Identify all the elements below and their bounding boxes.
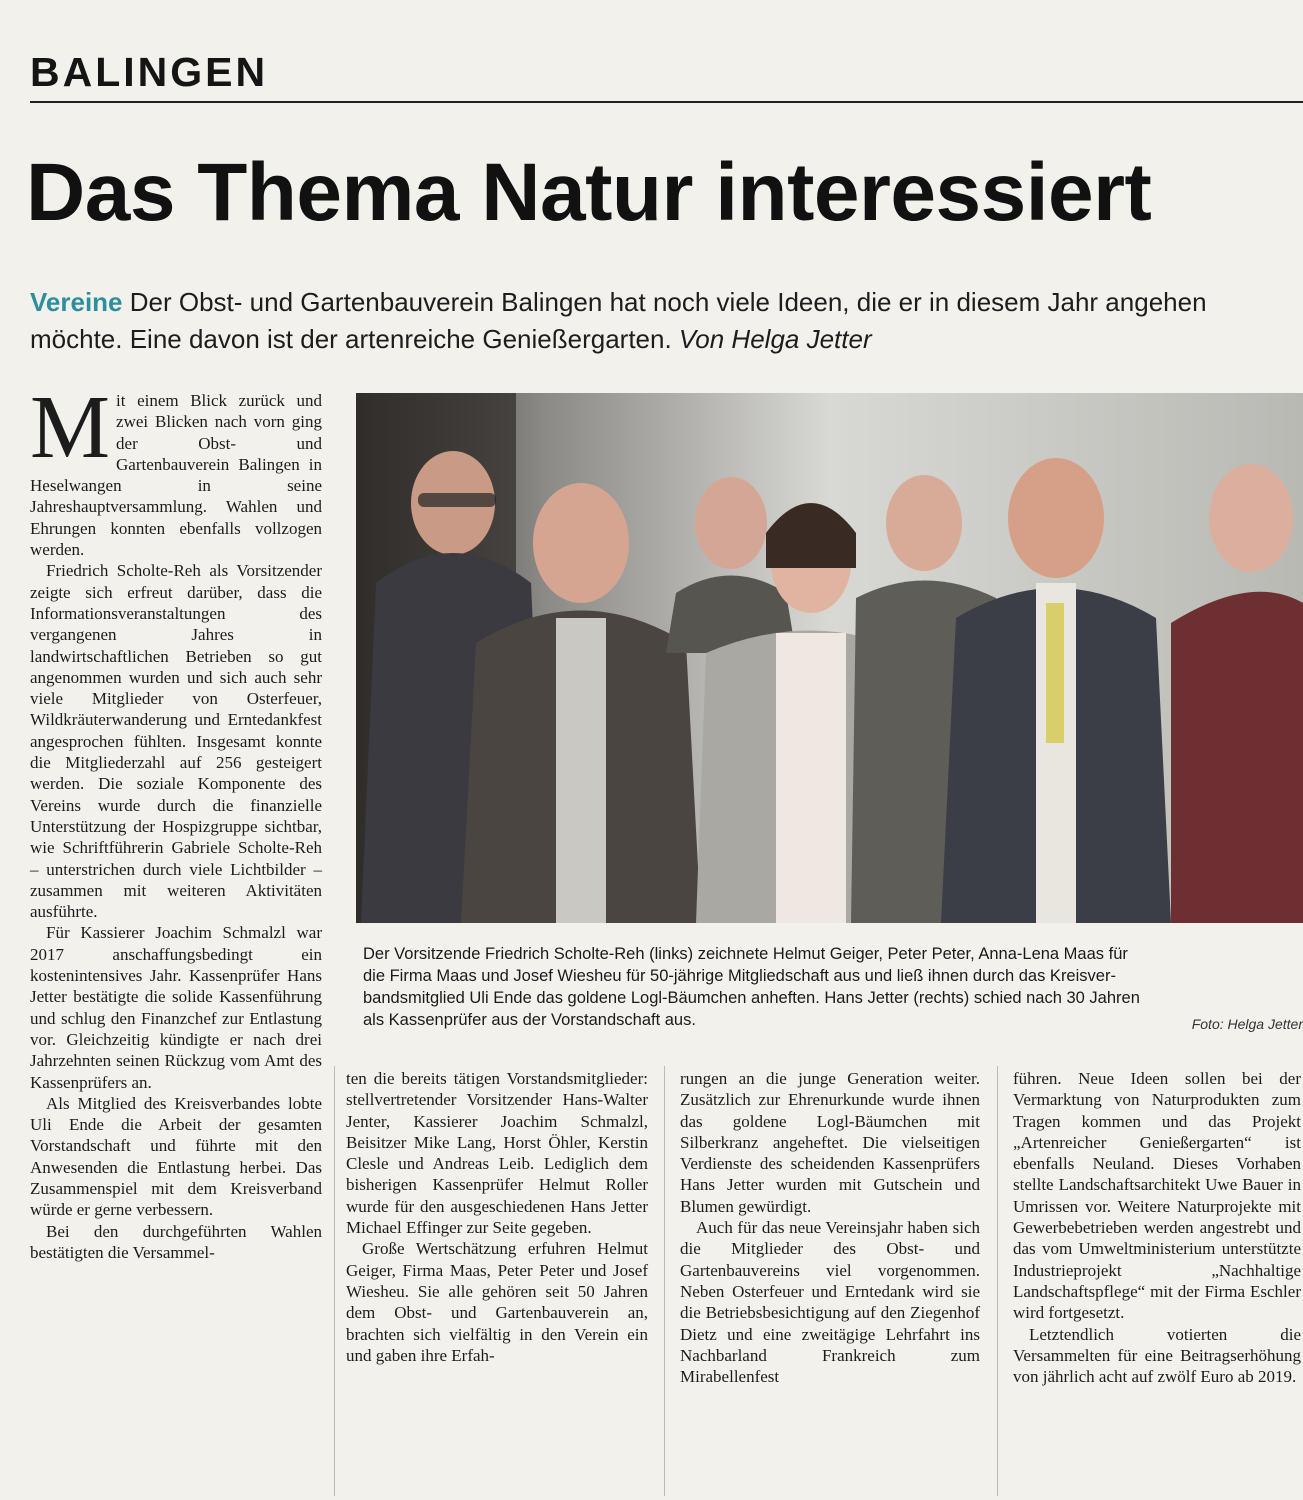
lead-paragraph [30, 284, 1300, 358]
drop-cap: M [30, 378, 111, 477]
section-label: BALINGEN [30, 49, 269, 95]
group-photo [356, 393, 1303, 923]
lead-author: Von Helga Jetter [671, 324, 872, 354]
photo-caption [363, 943, 1303, 1031]
paragraph: ten die bereits tätigen Vorstandsmitglieder: stellvertretender Vorsitzender Hans-Walter Jenter, Kassierer Joachim Schmalzl, Beisitzer Mike Lang, Horst Öhler, Kerstin Clesle und Andreas Leib. Lediglich dem bisherigen Kassenprüfer Helmut Roller wurde für den ausgeschiedenen Hans Jetter Michael Effinger zur Seite gegeben. [346, 1069, 648, 1238]
paragraph: führen. Neue Ideen sollen bei der Vermarktung von Naturprodukten zum Tragen kommen und das Projekt „Artenreicher Genießergarten“ ist ebenfalls Neuland. Dieses Vorhaben stellte Landschaftsarchitekt Uwe Bauer in Umrissen vor. Weitere Naturprojekte mit Gewerbebetrieben werden angestrebt und das vom Umweltministerium unterstützte Industrieprojekt „Nachhaltige Landschaftspflege“ mit der Firma Eschler wird fortgesetzt. [1013, 1069, 1301, 1323]
article-column-4 [1013, 1068, 1301, 1387]
paragraph: Bei den durchgeführten Wahlen bestätigten die Versammel- [30, 1221, 322, 1262]
paragraph: Letztendlich votierten die Versammelten für eine Beitragserhöhung von jährlich acht auf zwölf Euro ab 2019. [1013, 1324, 1301, 1387]
lead-kicker: Vereine [30, 287, 123, 317]
paragraph: rungen an die junge Generation weiter. Zusätzlich zur Ehrenurkunde wurde ihnen das goldene Logl-Bäumchen mit Silberkranz angeheftet. Die vielseitigen Verdienste des scheidenden Kassenprüfers Hans Jetter wurden mit Gutschein und Blumen gewürdigt. [680, 1069, 980, 1216]
column-divider [334, 1066, 335, 1496]
headline: Das Thema Natur interessiert [26, 147, 1152, 238]
paragraph: Friedrich Scholte-Reh als Vorsitzender zeigte sich erfreut darüber, dass die Informationsveranstaltungen des vergangenen Jahres in landwirtschaftlichen Betrieben so gut angenommen wurden und sich auch sehr viele Mitglieder von Osterfeuer, Wildkräuterwanderung und Erntedankfest angesprochen fühlten. Insgesamt konnte die Mitgliederzahl auf 256 gesteigert werden. Die soziale Komponente des Vereins wurde durch die finanzielle Unterstützung der Hospizgruppe sichtbar, wie Schriftführerin Gabriele Scholte-Reh – unterstrichen durch viele Lichtbilder – zusammen mit weiteren Aktivitäten ausführte. [30, 561, 322, 922]
article-column-1 [30, 378, 322, 1263]
paragraph: Auch für das neue Vereinsjahr haben sich die Mitglieder des Obst- und Gartenbauvereins viel vorgenommen. Neben Osterfeuer und Erntedank wird sie die Betriebsbesichtigung auf den Ziegenhof Dietz und eine zweitägige Lehrfahrt ins Nachbarland Frankreich zum Mirabellenfest [680, 1218, 980, 1387]
column-divider [997, 1066, 998, 1496]
caption-line: die Firma Maas und Josef Wiesheu für 50-jährige Mitgliedschaft aus und ließ ihnen durch das Kreisver- [363, 967, 1116, 985]
caption-line: als Kassenprüfer aus der Vorstandschaft aus. [363, 1011, 696, 1029]
column-divider [664, 1066, 665, 1496]
section-rule [30, 101, 1303, 103]
caption-line: Der Vorsitzende Friedrich Scholte-Reh (links) zeichnete Helmut Geiger, Peter Peter, Anna-Lena Maas für [363, 945, 1128, 963]
lead-text: Der Obst- und Gartenbauverein Balingen hat noch viele Ideen, die er in diesem Jahr angehen möchte. Eine davon ist der artenreiche Genießergarten. [30, 287, 1207, 354]
paragraph: Als Mitglied des Kreisverbandes lobte Uli Ende die Arbeit der gesamten Vorstandschaft und führte mit den Anwesenden die Entlastung herbei. Das Zusammenspiel mit dem Kreisverband würde er gerne verbessern. [30, 1093, 322, 1220]
paragraph: Für Kassierer Joachim Schmalzl war 2017 anschaffungsbedingt ein kostenintensives Jahr. Kassenprüfer Hans Jetter bestätigte die solide Kassenführung und schlug den Finanzchef zur Entlastung vor. Gleichzeitig kündigte er nach drei Jahrzehnten seinen Rückzug vom Amt des Kassenprüfers an. [30, 923, 322, 1092]
paragraph: Große Wertschätzung erfuhren Helmut Geiger, Firma Maas, Peter Peter und Josef Wiesheu. Sie alle gehören seit 50 Jahren dem Obst- und Gartenbauverein an, brachten sich vielfältig in den Verein ein und gaben ihre Erfah- [346, 1239, 648, 1365]
caption-line: bandsmitglied Uli Ende das goldene Logl-Bäumchen anheften. Hans Jetter (rechts) schied nach 30 Jahren [363, 989, 1140, 1007]
group-photo-illustration [356, 393, 1303, 923]
paragraph: Mit einem Blick zurück und zwei Blicken nach vorn ging der Obst- und Gartenbauverein Balingen in Heselwangen in seine Jahreshauptversammlung. Wahlen und Ehrungen konnten ebenfalls vollzogen werden. [30, 378, 322, 560]
article-column-3 [680, 1068, 980, 1387]
photo-credit: Foto: Helga Jetter [1191, 1016, 1303, 1032]
article-column-2 [346, 1068, 648, 1366]
